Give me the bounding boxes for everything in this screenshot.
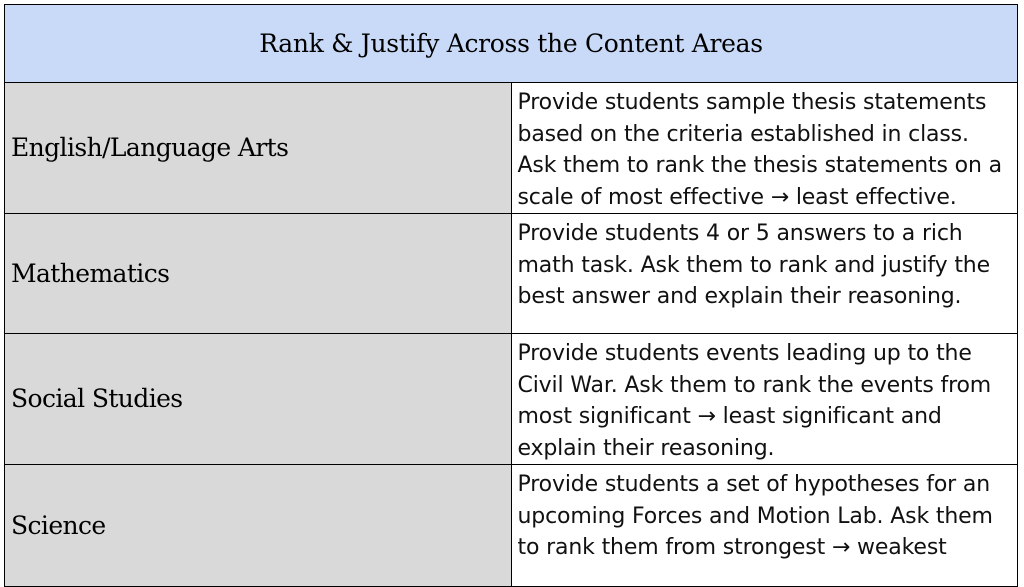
table-row <box>5 465 1018 587</box>
table-row <box>5 83 1018 214</box>
subject-science: Science <box>5 465 512 587</box>
subject-social-studies: Social Studies <box>5 334 512 465</box>
table-row <box>5 214 1018 334</box>
description-ela: Provide students sample thesis statements based on the criteria established in class. Ask them to rank the thesis statements on a scale of most effective → least effective. <box>511 83 1018 214</box>
description-social-studies: Provide students events leading up to the Civil War. Ask them to rank the events from most significant → least significant and explain their reasoning. <box>511 334 1018 465</box>
description-mathematics: Provide students 4 or 5 answers to a rich math task. Ask them to rank and justify the best answer and explain their reasoning. <box>511 214 1018 334</box>
content-areas-table <box>4 4 1018 587</box>
description-science: Provide students a set of hypotheses for an upcoming Forces and Motion Lab. Ask them to rank them from strongest → weakest <box>511 465 1018 587</box>
table-row <box>5 334 1018 465</box>
subject-mathematics: Mathematics <box>5 214 512 334</box>
table-header-row <box>5 5 1018 83</box>
table-title: Rank & Justify Across the Content Areas <box>5 5 1018 83</box>
subject-ela: English/Language Arts <box>5 83 512 214</box>
